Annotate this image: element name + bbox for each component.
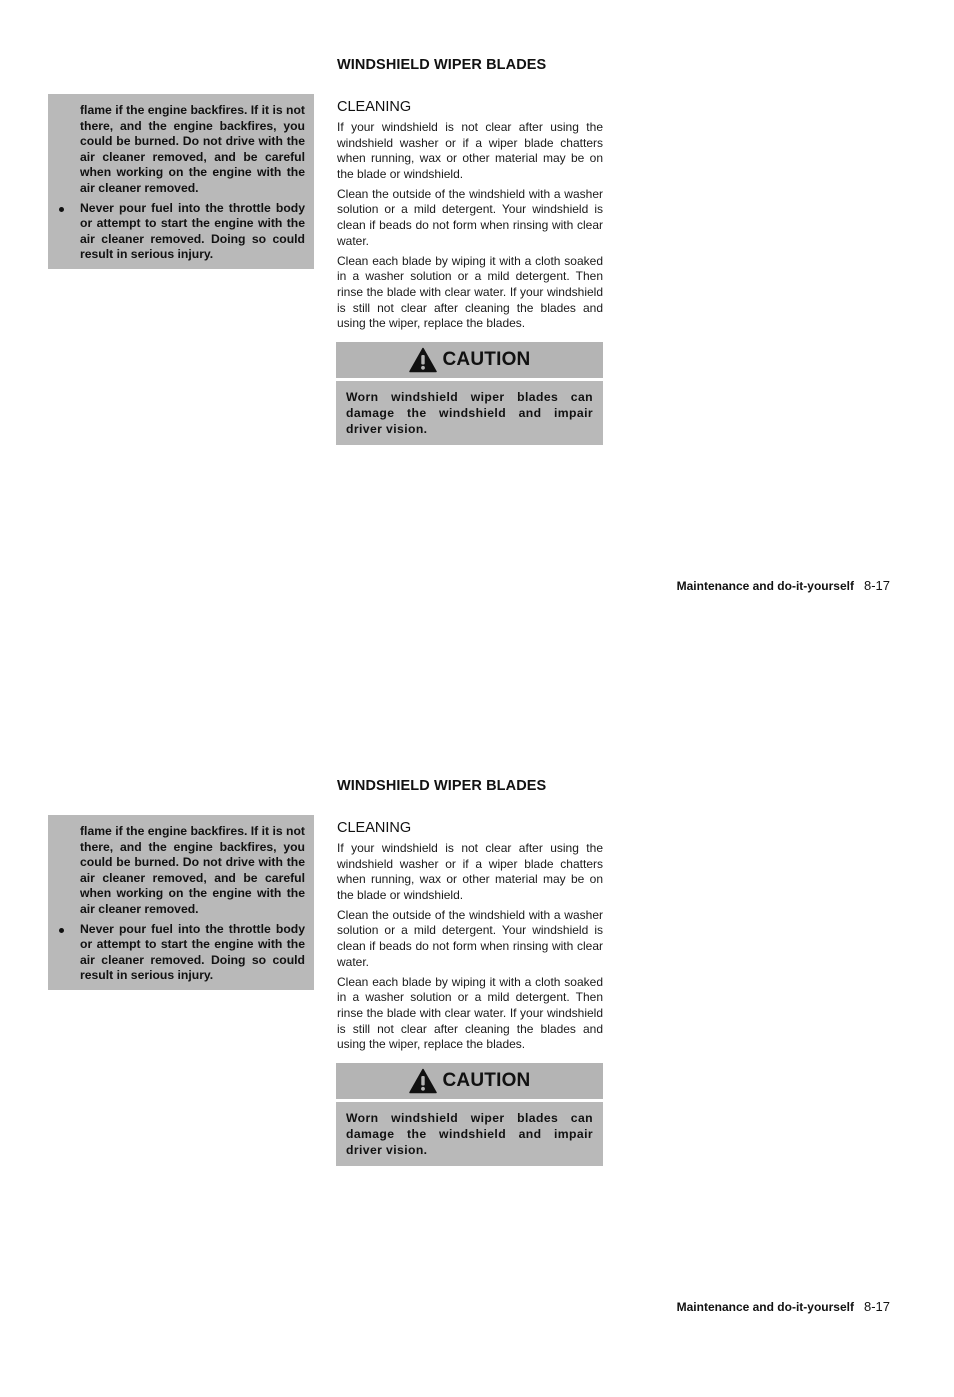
paragraph: Clean each blade by wiping it with a cloth soaked in a washer solution or a mild detergent. Then rinse the blade with clear water. If your windshield is still not clear after cleaning the blades and using the wiper, replace the blades.	[337, 253, 603, 331]
warning-box	[48, 94, 314, 269]
warning-bullet-text: Never pour fuel into the throttle body or attempt to start the engine with the air cleaner removed. Doing so could result in serious injury.	[80, 921, 305, 983]
body-text	[337, 841, 603, 1057]
warning-triangle-icon	[409, 1068, 437, 1094]
bullet-icon	[59, 207, 64, 212]
page-number: 8-17	[863, 1299, 890, 1314]
warning-bullet-text: Never pour fuel into the throttle body or attempt to start the engine with the air cleaner removed. Doing so could result in serious injury.	[80, 200, 305, 262]
subsection-title: CLEANING	[337, 99, 412, 115]
caution-text: Worn windshield wiper blades can damage the windshield and impair driver vision.	[336, 1102, 603, 1166]
warning-box	[48, 815, 314, 990]
warning-bullet-item	[80, 201, 305, 263]
paragraph: Clean each blade by wiping it with a cloth soaked in a washer solution or a mild detergent. Then rinse the blade with clear water. If your windshield is still not clear after cleaning the blades and using the wiper, replace the blades.	[337, 974, 603, 1052]
caution-title: CAUTION	[442, 349, 531, 370]
paragraph: Clean the outside of the windshield with a washer solution or a mild detergent. Your windshield is clean if beads do not form when rinsing with clear water.	[337, 907, 603, 969]
caution-box	[336, 342, 603, 445]
footer-section-name: Maintenance and do-it-yourself	[676, 579, 854, 593]
section-title: WINDSHIELD WIPER BLADES	[337, 57, 547, 73]
caution-header	[336, 1063, 603, 1099]
caution-text: Worn windshield wiper blades can damage the windshield and impair driver vision.	[336, 381, 603, 445]
section-title: WINDSHIELD WIPER BLADES	[337, 778, 547, 794]
page-top	[0, 0, 954, 676]
warning-bullet-item	[80, 922, 305, 984]
warning-continued-text: flame if the engine backfires. If it is not there, and the engine backfires, you could be burned. Do not drive with the air cleaner removed, and be careful when working on the engine with the air cleaner removed.	[80, 103, 305, 195]
footer-section-name: Maintenance and do-it-yourself	[676, 1300, 854, 1314]
paragraph: Clean the outside of the windshield with a washer solution or a mild detergent. Your windshield is clean if beads do not form when rinsing with clear water.	[337, 186, 603, 248]
warning-triangle-icon	[409, 347, 437, 373]
body-text	[337, 120, 603, 336]
page-bottom	[0, 721, 954, 1397]
page-number: 8-17	[863, 578, 890, 593]
page-footer	[677, 1299, 890, 1314]
caution-box	[336, 1063, 603, 1166]
subsection-title: CLEANING	[337, 820, 412, 836]
paragraph: If your windshield is not clear after using the windshield washer or if a wiper blade chatters when running, wax or other material may be on the blade or windshield.	[337, 841, 603, 902]
bullet-icon	[59, 928, 64, 933]
warning-continued-text: flame if the engine backfires. If it is not there, and the engine backfires, you could be burned. Do not drive with the air cleaner removed, and be careful when working on the engine with the air cleaner removed.	[80, 824, 305, 916]
paragraph: If your windshield is not clear after using the windshield washer or if a wiper blade chatters when running, wax or other material may be on the blade or windshield.	[337, 120, 603, 181]
page-footer	[677, 578, 890, 593]
caution-header	[336, 342, 603, 378]
caution-title: CAUTION	[442, 1070, 531, 1091]
